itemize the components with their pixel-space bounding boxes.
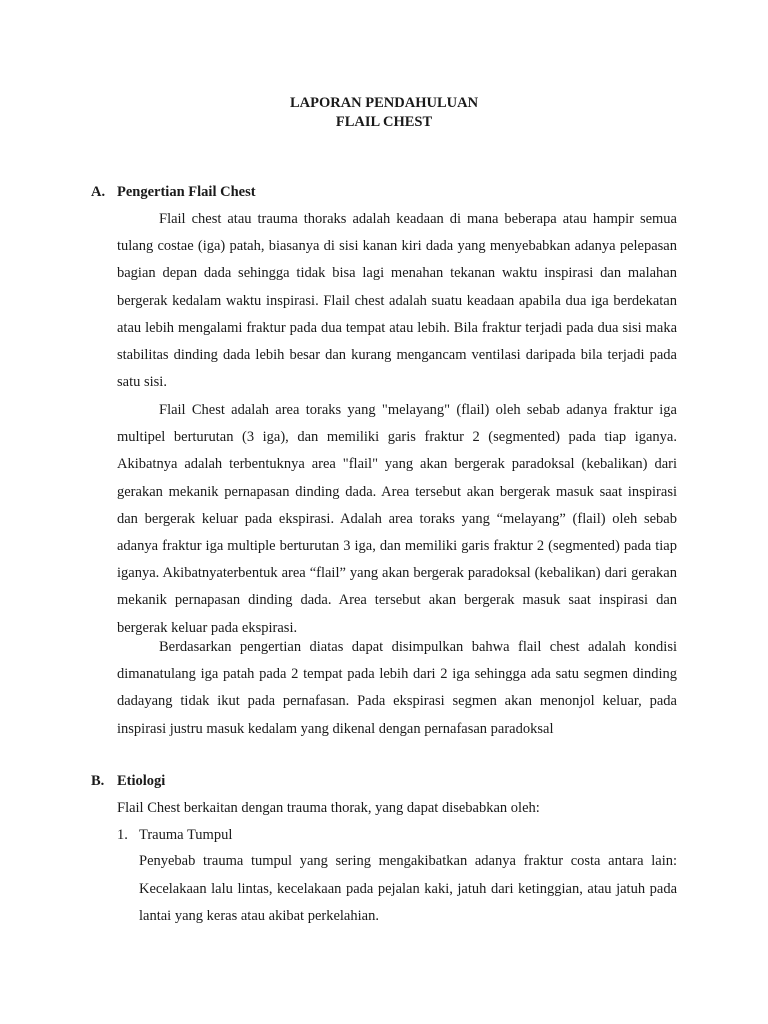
- section-a-heading: [91, 183, 256, 201]
- list-item-number: 1.: [117, 827, 128, 843]
- section-a-paragraph-2: Flail Chest adalah area toraks yang "melayang" (flail) oleh sebab adanya fraktur iga multipel berturutan (3 iga), dan memiliki garis fraktur 2 (segmented) pada tiap iganya. Akibatnya adalah terbentuknya area "flail" yang akan bergerak paradoksal (kebalikan) dari gerakan mekanik pernapasan dinding dada. Area tersebut akan bergerak masuk saat inspirasi dan bergerak keluar pada ekspirasi. Adalah area toraks yang “melayang” (flail) oleh sebab adanya fraktur iga multiple berturutan 3 iga, dan memiliki garis fraktur 2 (segmented) pada tiap iganya. Akibatnyaterbentuk area “flail” yang akan bergerak paradoksal (kebalikan) dari gerakan mekanik pernapasan dinding dada. Area tersebut akan bergerak masuk saat inspirasi dan bergerak keluar pada ekspirasi.: [117, 402, 677, 636]
- section-b-intro: Flail Chest berkaitan dengan trauma thorak, yang dapat disebabkan oleh:: [117, 800, 540, 816]
- section-a-title: Pengertian Flail Chest: [117, 184, 256, 200]
- section-a-paragraph-3: Berdasarkan pengertian diatas dapat disimpulkan bahwa flail chest adalah kondisi dimanatulang iga patah pada 2 tempat pada lebih dari 2 iga sehingga ada satu segmen dinding dadayang tidak ikut pada pernafasan. Pada ekspirasi segmen akan menonjol keluar, pada inspirasi justru masuk kedalam yang dikenal dengan pernafasan paradoksal: [117, 639, 677, 737]
- document-subtitle: FLAIL CHEST: [335, 114, 433, 130]
- list-item-label: Trauma Tumpul: [139, 827, 233, 843]
- section-b-heading: [91, 772, 165, 790]
- section-b-title: Etiologi: [117, 773, 166, 789]
- section-a-paragraph-1: Flail chest atau trauma thoraks adalah keadaan di mana beberapa atau hampir semua tulang costae (iga) patah, biasanya di sisi kanan kiri dada yang menyebabkan adanya pelepasan bagian depan dada sehingga tidak bisa lagi menahan tekanan waktu inspirasi dan malahan bergerak kedalam waktu inspirasi. Flail chest adalah suatu keadaan apabila dua iga berdekatan atau lebih mengalami fraktur pada dua tempat atau lebih. Bila fraktur terjadi pada dua sisi maka stabilitas dinding dada lebih besar dan kurang mengancam ventilasi daripada bila terjadi pada satu sisi.: [117, 211, 677, 391]
- document-title: LAPORAN PENDAHULUAN: [289, 95, 479, 111]
- list-item: [117, 826, 232, 844]
- section-b-letter: B.: [91, 773, 105, 789]
- list-item-text: Penyebab trauma tumpul yang sering mengakibatkan adanya fraktur costa antara lain: Kecelakaan lalu lintas, kecelakaan pada pejalan kaki, jatuh dari ketinggian, atau jatuh pada lantai yang keras atau akibat perkelahian.: [139, 853, 677, 924]
- section-a-letter: A.: [91, 184, 106, 200]
